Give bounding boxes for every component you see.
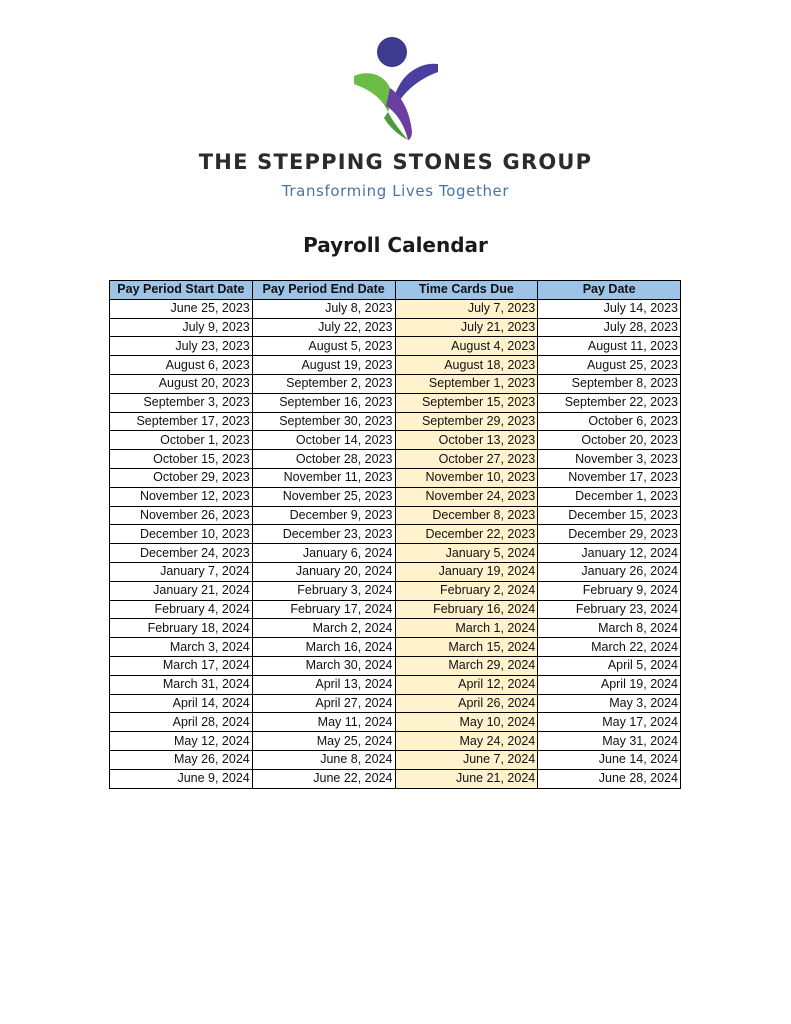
cell-end-date: November 11, 2023 [252, 468, 395, 487]
cell-pay-date: October 20, 2023 [538, 431, 681, 450]
cell-time-cards-due: September 29, 2023 [395, 412, 538, 431]
cell-start-date: November 26, 2023 [110, 506, 253, 525]
cell-start-date: May 26, 2024 [110, 750, 253, 769]
cell-pay-date: February 9, 2024 [538, 581, 681, 600]
cell-end-date: March 30, 2024 [252, 656, 395, 675]
cell-time-cards-due: December 22, 2023 [395, 525, 538, 544]
cell-pay-date: August 11, 2023 [538, 337, 681, 356]
logo-head-shape [377, 37, 407, 67]
table-row [110, 675, 681, 694]
page-title: Payroll Calendar [303, 233, 488, 257]
cell-end-date: September 2, 2023 [252, 374, 395, 393]
cell-end-date: March 2, 2024 [252, 619, 395, 638]
cell-end-date: March 16, 2024 [252, 638, 395, 657]
cell-end-date: October 28, 2023 [252, 450, 395, 469]
cell-time-cards-due: January 5, 2024 [395, 544, 538, 563]
cell-pay-date: May 17, 2024 [538, 713, 681, 732]
cell-pay-date: February 23, 2024 [538, 600, 681, 619]
cell-pay-date: December 1, 2023 [538, 487, 681, 506]
cell-start-date: March 17, 2024 [110, 656, 253, 675]
cell-pay-date: March 8, 2024 [538, 619, 681, 638]
cell-time-cards-due: April 26, 2024 [395, 694, 538, 713]
table-row [110, 750, 681, 769]
table-header-row [110, 281, 681, 300]
table-row [110, 694, 681, 713]
cell-pay-date: November 17, 2023 [538, 468, 681, 487]
cell-pay-date: June 28, 2024 [538, 769, 681, 788]
cell-start-date: August 6, 2023 [110, 356, 253, 375]
cell-start-date: January 21, 2024 [110, 581, 253, 600]
cell-time-cards-due: September 15, 2023 [395, 393, 538, 412]
header-start-date: Pay Period Start Date [110, 281, 253, 300]
cell-time-cards-due: August 4, 2023 [395, 337, 538, 356]
cell-pay-date: June 14, 2024 [538, 750, 681, 769]
payroll-calendar-table-wrapper [109, 280, 681, 789]
table-row [110, 374, 681, 393]
cell-time-cards-due: September 1, 2023 [395, 374, 538, 393]
cell-time-cards-due: October 27, 2023 [395, 450, 538, 469]
header-time-cards-due: Time Cards Due [395, 281, 538, 300]
cell-time-cards-due: March 1, 2024 [395, 619, 538, 638]
cell-end-date: December 23, 2023 [252, 525, 395, 544]
cell-pay-date: January 12, 2024 [538, 544, 681, 563]
cell-end-date: April 27, 2024 [252, 694, 395, 713]
table-row [110, 713, 681, 732]
cell-pay-date: January 26, 2024 [538, 562, 681, 581]
cell-start-date: November 12, 2023 [110, 487, 253, 506]
cell-start-date: February 18, 2024 [110, 619, 253, 638]
cell-time-cards-due: June 7, 2024 [395, 750, 538, 769]
cell-start-date: January 7, 2024 [110, 562, 253, 581]
cell-start-date: April 14, 2024 [110, 694, 253, 713]
cell-time-cards-due: May 24, 2024 [395, 732, 538, 751]
cell-start-date: February 4, 2024 [110, 600, 253, 619]
cell-pay-date: September 22, 2023 [538, 393, 681, 412]
cell-end-date: January 20, 2024 [252, 562, 395, 581]
cell-start-date: October 29, 2023 [110, 468, 253, 487]
cell-pay-date: July 14, 2023 [538, 299, 681, 318]
cell-start-date: September 3, 2023 [110, 393, 253, 412]
table-row [110, 581, 681, 600]
cell-time-cards-due: July 7, 2023 [395, 299, 538, 318]
stepping-stones-figure-logo-icon [350, 36, 442, 140]
table-row [110, 487, 681, 506]
cell-pay-date: July 28, 2023 [538, 318, 681, 337]
table-row [110, 356, 681, 375]
table-row [110, 638, 681, 657]
cell-time-cards-due: October 13, 2023 [395, 431, 538, 450]
cell-pay-date: December 29, 2023 [538, 525, 681, 544]
table-row [110, 337, 681, 356]
cell-pay-date: December 15, 2023 [538, 506, 681, 525]
cell-start-date: December 24, 2023 [110, 544, 253, 563]
cell-time-cards-due: February 16, 2024 [395, 600, 538, 619]
cell-end-date: June 8, 2024 [252, 750, 395, 769]
cell-start-date: July 9, 2023 [110, 318, 253, 337]
cell-time-cards-due: August 18, 2023 [395, 356, 538, 375]
cell-end-date: July 22, 2023 [252, 318, 395, 337]
cell-end-date: April 13, 2024 [252, 675, 395, 694]
cell-pay-date: April 19, 2024 [538, 675, 681, 694]
cell-end-date: January 6, 2024 [252, 544, 395, 563]
cell-time-cards-due: July 21, 2023 [395, 318, 538, 337]
header-end-date: Pay Period End Date [252, 281, 395, 300]
cell-time-cards-due: June 21, 2024 [395, 769, 538, 788]
cell-start-date: October 15, 2023 [110, 450, 253, 469]
cell-time-cards-due: March 15, 2024 [395, 638, 538, 657]
cell-end-date: July 8, 2023 [252, 299, 395, 318]
table-row [110, 600, 681, 619]
cell-pay-date: March 22, 2024 [538, 638, 681, 657]
cell-pay-date: October 6, 2023 [538, 412, 681, 431]
cell-end-date: May 25, 2024 [252, 732, 395, 751]
table-row [110, 544, 681, 563]
cell-time-cards-due: November 10, 2023 [395, 468, 538, 487]
cell-end-date: September 30, 2023 [252, 412, 395, 431]
table-row [110, 525, 681, 544]
cell-pay-date: May 3, 2024 [538, 694, 681, 713]
cell-time-cards-due: December 8, 2023 [395, 506, 538, 525]
cell-end-date: September 16, 2023 [252, 393, 395, 412]
cell-start-date: May 12, 2024 [110, 732, 253, 751]
cell-end-date: August 5, 2023 [252, 337, 395, 356]
cell-start-date: October 1, 2023 [110, 431, 253, 450]
cell-end-date: May 11, 2024 [252, 713, 395, 732]
payroll-calendar-table [109, 280, 681, 789]
cell-end-date: February 3, 2024 [252, 581, 395, 600]
table-row [110, 619, 681, 638]
cell-time-cards-due: November 24, 2023 [395, 487, 538, 506]
table-row [110, 450, 681, 469]
cell-start-date: August 20, 2023 [110, 374, 253, 393]
table-row [110, 769, 681, 788]
table-row [110, 562, 681, 581]
cell-pay-date: April 5, 2024 [538, 656, 681, 675]
cell-time-cards-due: April 12, 2024 [395, 675, 538, 694]
cell-end-date: February 17, 2024 [252, 600, 395, 619]
cell-pay-date: September 8, 2023 [538, 374, 681, 393]
table-row [110, 656, 681, 675]
cell-end-date: August 19, 2023 [252, 356, 395, 375]
logo-left-arm-shape [354, 73, 391, 112]
cell-start-date: December 10, 2023 [110, 525, 253, 544]
cell-time-cards-due: January 19, 2024 [395, 562, 538, 581]
cell-pay-date: August 25, 2023 [538, 356, 681, 375]
cell-start-date: June 25, 2023 [110, 299, 253, 318]
header-pay-date: Pay Date [538, 281, 681, 300]
cell-end-date: November 25, 2023 [252, 487, 395, 506]
cell-start-date: June 9, 2024 [110, 769, 253, 788]
table-row [110, 393, 681, 412]
table-row [110, 468, 681, 487]
cell-end-date: December 9, 2023 [252, 506, 395, 525]
cell-pay-date: November 3, 2023 [538, 450, 681, 469]
cell-end-date: October 14, 2023 [252, 431, 395, 450]
table-row [110, 506, 681, 525]
cell-start-date: April 28, 2024 [110, 713, 253, 732]
cell-end-date: June 22, 2024 [252, 769, 395, 788]
table-row [110, 299, 681, 318]
cell-start-date: September 17, 2023 [110, 412, 253, 431]
company-logo [0, 36, 791, 142]
cell-time-cards-due: February 2, 2024 [395, 581, 538, 600]
table-row [110, 318, 681, 337]
company-name: THE STEPPING STONES GROUP [198, 150, 593, 174]
company-tagline: Transforming Lives Together [281, 182, 510, 200]
cell-start-date: March 3, 2024 [110, 638, 253, 657]
table-row [110, 732, 681, 751]
table-body [110, 299, 681, 788]
cell-start-date: March 31, 2024 [110, 675, 253, 694]
cell-time-cards-due: May 10, 2024 [395, 713, 538, 732]
table-row [110, 412, 681, 431]
table-row [110, 431, 681, 450]
cell-time-cards-due: March 29, 2024 [395, 656, 538, 675]
cell-pay-date: May 31, 2024 [538, 732, 681, 751]
cell-start-date: July 23, 2023 [110, 337, 253, 356]
